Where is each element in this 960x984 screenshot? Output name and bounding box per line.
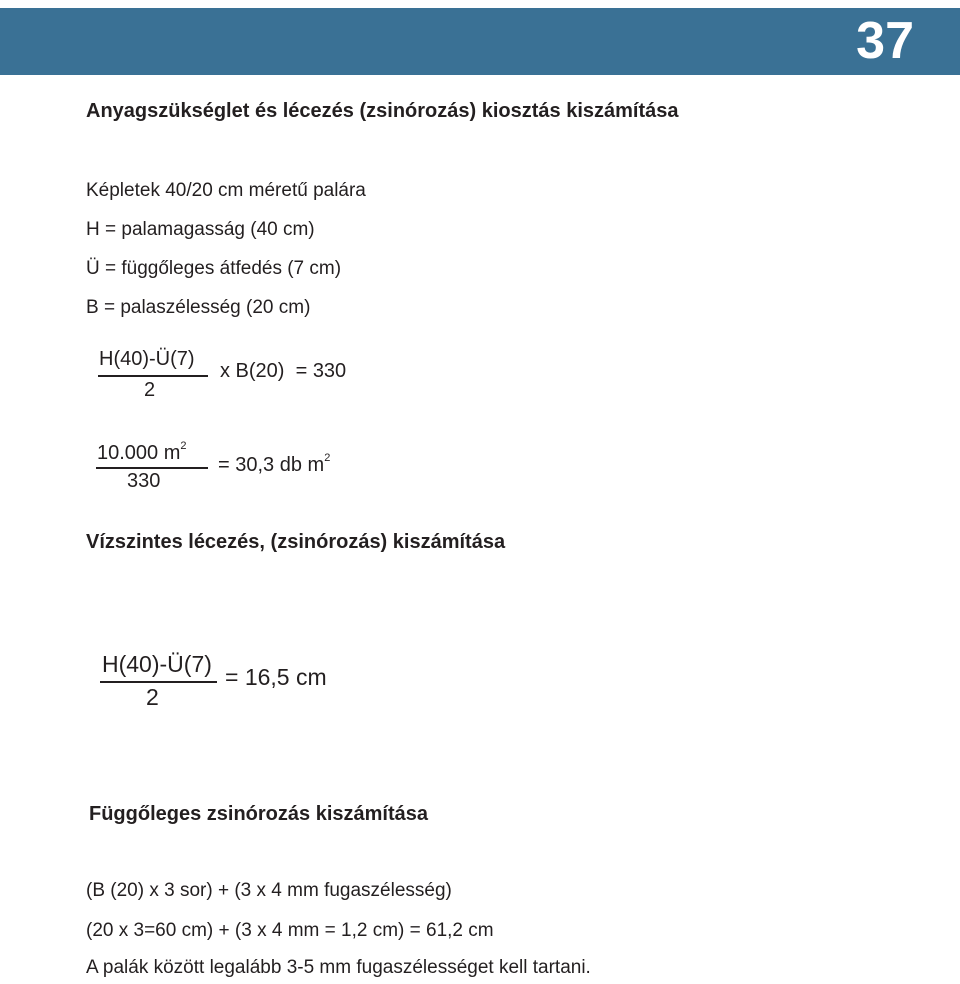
eq3-fraction-bar	[100, 681, 217, 683]
definition-u: Ü = függőleges átfedés (7 cm)	[86, 258, 342, 279]
eq2-numerator	[97, 442, 187, 465]
eq2-rhs	[218, 454, 330, 477]
eq3-denominator: 2	[146, 684, 159, 710]
formulas-intro: Képletek 40/20 cm méretű palára	[86, 180, 366, 201]
section-title-horizontal: Vízszintes lécezés, (zsinórozás) kiszámítása	[86, 531, 506, 553]
eq2-numerator-sup: 2	[180, 440, 187, 452]
eq3-rhs: = 16,5 cm	[225, 664, 327, 690]
eq3-numerator: H(40)-Ü(7)	[102, 651, 212, 677]
vertical-line-1: (B (20) x 3 sor) + (3 x 4 mm fugaszélesség)	[86, 880, 452, 901]
vertical-line-2: (20 x 3=60 cm) + (3 x 4 mm = 1,2 cm) = 61,2 cm	[86, 920, 494, 941]
eq1-fraction-bar	[98, 375, 208, 377]
eq1-numerator: H(40)-Ü(7)	[99, 348, 195, 370]
eq1-denominator: 2	[144, 379, 156, 401]
page-number: 37	[856, 12, 914, 70]
definition-b: B = palaszélesség (20 cm)	[86, 297, 311, 318]
header-bar	[0, 8, 960, 75]
eq2-rhs-sup: 2	[324, 452, 331, 464]
eq2-fraction-bar	[96, 467, 208, 469]
eq2-denominator: 330	[127, 470, 161, 492]
eq2-numerator-text: 10.000 m	[97, 442, 181, 464]
definition-h: H = palamagasság (40 cm)	[86, 219, 315, 240]
eq2-rhs-text: = 30,3 db m	[218, 454, 325, 476]
section-title-material: Anyagszükséglet és lécezés (zsinórozás) kiosztás kiszámítása	[86, 100, 679, 122]
section-title-vertical: Függőleges zsinórozás kiszámítása	[89, 803, 428, 825]
eq1-rhs: x B(20) = 330	[220, 360, 347, 382]
vertical-line-3: A palák között legalább 3-5 mm fugaszélességet kell tartani.	[86, 957, 591, 978]
